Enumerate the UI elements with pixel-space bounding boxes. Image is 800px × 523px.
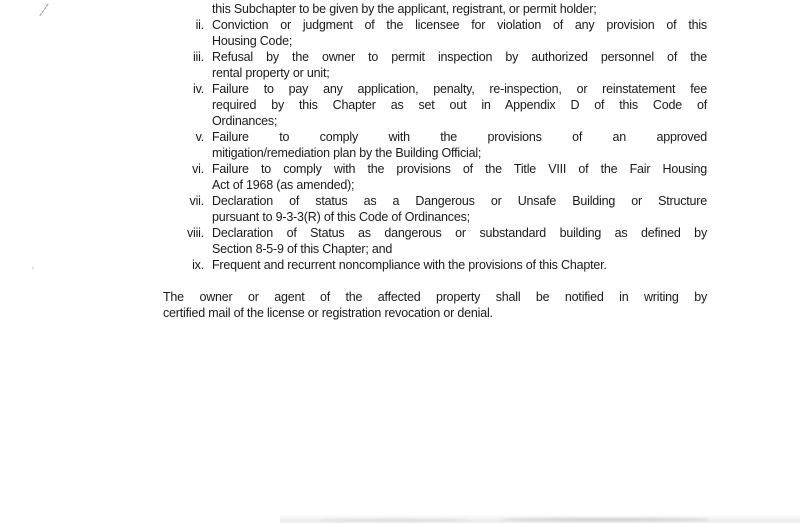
list-item <box>150 161 707 193</box>
list-item-line: pursuant to 9-3-3(R) of this Code of Ordinances; <box>212 210 470 224</box>
list-item <box>150 17 707 49</box>
list-item-text <box>212 161 707 193</box>
list-item-numeral: vii. <box>189 194 204 208</box>
list-item <box>150 81 707 129</box>
list-item <box>150 193 707 225</box>
list-item-numeral: ix. <box>192 258 204 272</box>
list-item-text <box>212 225 707 257</box>
list-item-line: Refusal by the owner to permit inspection by authorized personnel of the <box>212 50 707 64</box>
list-item-line: Declaration of Status as dangerous or substandard building as defined by <box>212 226 707 240</box>
closing-paragraph-line: certified mail of the license or registration revocation or denial. <box>163 306 493 320</box>
list-item-text <box>212 49 707 81</box>
list-item-line: Declaration of status as a Dangerous or Unsafe Building or Structure <box>212 194 707 208</box>
list-item-text <box>212 257 707 273</box>
scan-smudge-wisp <box>500 518 710 521</box>
list-item-numeral: v. <box>195 130 204 144</box>
closing-paragraph-line: The owner or agent of the affected property shall be notified in writing by <box>163 290 707 304</box>
list-item-numeral: ii. <box>195 18 204 32</box>
list-item-numeral: viii. <box>186 226 204 240</box>
list-item-line: Section 8-5-9 of this Chapter; and <box>212 242 393 256</box>
roman-numeral-list <box>0 17 707 273</box>
list-item <box>150 225 707 257</box>
list-item-line: rental property or unit; <box>212 66 330 80</box>
closing-paragraph <box>163 289 707 321</box>
list-item-numeral: iv. <box>193 82 204 96</box>
list-item-numeral: vi. <box>192 162 204 176</box>
list-item <box>150 129 707 161</box>
scan-speck-artifact <box>32 267 34 269</box>
paragraph-continuation-line: this Subchapter to be given by the applicant, registrant, or permit holder; <box>212 2 597 16</box>
list-item <box>150 257 707 273</box>
list-item-text <box>212 17 707 49</box>
list-item-numeral: iii. <box>192 50 204 64</box>
list-item-line: Failure to comply with the provisions of an approved <box>212 130 707 144</box>
list-item-text <box>212 193 707 225</box>
list-item-line: Conviction or judgment of the licensee for violation of any provision of this <box>212 18 707 32</box>
list-item <box>150 49 707 81</box>
document-content <box>0 1 707 321</box>
list-item-line: Failure to comply with the provisions of the Title VIII of the Fair Housing <box>212 162 707 176</box>
list-item-line: required by this Chapter as set out in Appendix D of this Code of <box>212 98 707 112</box>
list-item-line: Act of 1968 (as amended); <box>212 178 355 192</box>
list-item-text <box>212 81 707 129</box>
scan-smudge-wisp <box>320 519 470 521</box>
list-item-text <box>212 129 707 161</box>
list-item-line: Frequent and recurrent noncompliance with the provisions of this Chapter. <box>212 258 607 272</box>
list-item-line: Ordinances; <box>212 114 278 128</box>
list-item-line: mitigation/remediation plan by the Building Official; <box>212 146 482 160</box>
list-item-line: Housing Code; <box>212 34 293 48</box>
list-item-line: Failure to pay any application, penalty, re-inspection, or reinstatement fee <box>212 82 707 96</box>
